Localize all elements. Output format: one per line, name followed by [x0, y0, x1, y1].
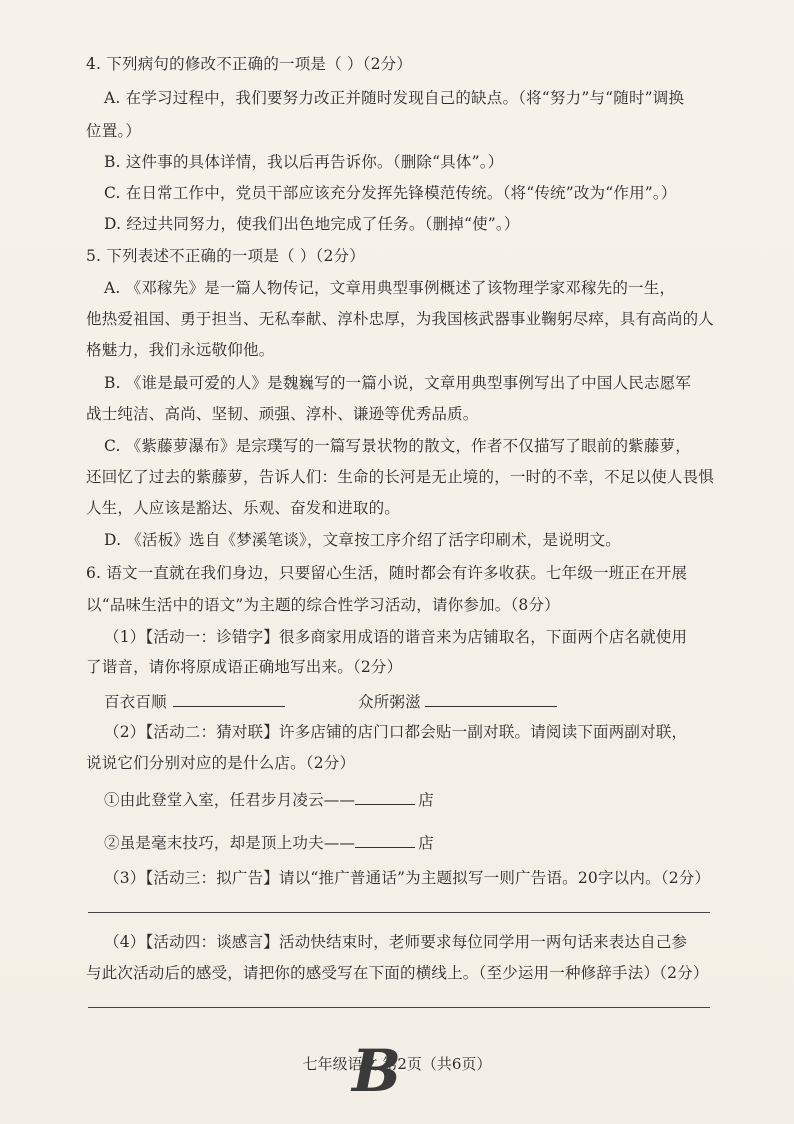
q6-activity4-line2: 与此次活动后的感受，请把你的感受写在下面的横线上。（至少运用一种修辞手法）（2分） — [86, 964, 709, 982]
q6-activity2-line2: 说说它们分别对应的是什么店。（2分） — [86, 754, 356, 772]
shop-name-text: 众所粥滋 — [358, 693, 421, 711]
answer-blank-2[interactable] — [425, 690, 557, 707]
q6-activity4-line1: （4）【活动四：谈感言】活动快结束时，老师要求每位同学用一两句话来表达自己参 — [104, 933, 688, 951]
q6-activity3: （3）【活动三：拟广告】请以“推广普通话”为主题拟写一则广告语。20字以内。（2分） — [104, 869, 711, 887]
q4-stem: 4. 下列病句的修改不正确的一项是（ ）（2分） — [86, 55, 413, 73]
q6-stem-line2: 以“品味生活中的语文”为主题的综合性学习活动，请你参加。（8分） — [86, 596, 560, 614]
q5-stem: 5. 下列表述不正确的一项是（ ）（2分） — [86, 247, 365, 265]
q5-option-d: D. 《活板》选自《梦溪笔谈》，文章按工序介绍了活字印刷术，是说明文。 — [104, 531, 621, 549]
q5-option-c-line3: 人生，人应该是豁达、乐观、奋发和进取的。 — [86, 499, 401, 517]
shop-name-text: 百衣百顺 — [104, 693, 167, 711]
q4-option-d: D. 经过共同努力，使我们出色地完成了任务。（删掉“使”。） — [104, 215, 520, 233]
q5-option-c-line2: 还回忆了过去的紫藤萝，告诉人们：生命的长河是无止境的，一时的不幸，不足以使人畏惧 — [86, 468, 715, 486]
answer-line-activity3[interactable] — [88, 912, 710, 913]
q6-activity1-line1: （1）【活动一：诊错字】很多商家用成语的谐音来为店铺取名，下面两个店名就使用 — [104, 628, 688, 646]
q5-option-a-line2: 他热爱祖国、勇于担当、无私奉献、淳朴忠厚，为我国核武器事业鞠躬尽瘁，具有高尚的人 — [86, 310, 715, 328]
q6-stem-line1: 6. 语文一直就在我们身边，只要留心生活，随时都会有许多收获。七年级一班正在开展 — [86, 564, 688, 582]
q5-option-c-line1: C. 《紫藤萝瀑布》是宗璞写的一篇写景状物的散文，作者不仅描写了眼前的紫藤萝， — [104, 437, 691, 455]
q4-option-c: C. 在日常工作中，党员干部应该充分发挥先锋模范传统。（将“传统”改为“作用”。） — [104, 184, 677, 202]
answer-blank-4[interactable] — [355, 831, 415, 848]
couplet-text: ①由此登堂入室，任君步月凌云—— — [104, 791, 356, 809]
q5-option-b-line2: 战士纯洁、高尚、坚韧、顽强、淳朴、谦逊等优秀品质。 — [86, 405, 479, 423]
answer-blank-1[interactable] — [173, 690, 285, 707]
q6-shop-name-2 — [358, 690, 557, 712]
answer-blank-3[interactable] — [355, 788, 415, 805]
answer-line-activity4[interactable] — [88, 1007, 710, 1008]
q4-option-b: B. 这件事的具体详情，我以后再告诉你。（删除“具体”。） — [104, 153, 504, 171]
q6-couplet-2 — [104, 831, 434, 853]
q6-couplet-1 — [104, 788, 434, 810]
q4-option-a-line1: A. 在学习过程中，我们要努力改正并随时发现自己的缺点。（将“努力”与“随时”调换 — [104, 89, 685, 107]
q5-option-a-line1: A. 《邓稼先》是一篇人物传记，文章用典型事例概述了该物理学家邓稼先的一生， — [104, 279, 676, 297]
q4-option-a-line2: 位置。） — [86, 122, 142, 140]
q5-option-b-line1: B. 《谁是最可爱的人》是魏巍写的一篇小说，文章用典型事例写出了中国人民志愿军 — [104, 374, 692, 392]
q6-activity1-line2: 了谐音，请你将原成语正确地写出来。（2分） — [86, 658, 403, 676]
shop-suffix: 店 — [418, 791, 434, 809]
version-mark-b: B — [352, 1037, 402, 1105]
q6-activity2-line1: （2）【活动二：猜对联】许多店铺的店门口都会贴一副对联。请阅读下面两副对联， — [104, 723, 688, 741]
couplet-text: ②虽是毫末技巧，却是顶上功夫—— — [104, 834, 356, 852]
q6-shop-name-1 — [104, 690, 285, 712]
shop-suffix: 店 — [418, 834, 434, 852]
q5-option-a-line3: 格魅力，我们永远敬仰他。 — [86, 341, 275, 359]
page-footer: 七年级语文 第2页（共6页） — [302, 1055, 492, 1073]
